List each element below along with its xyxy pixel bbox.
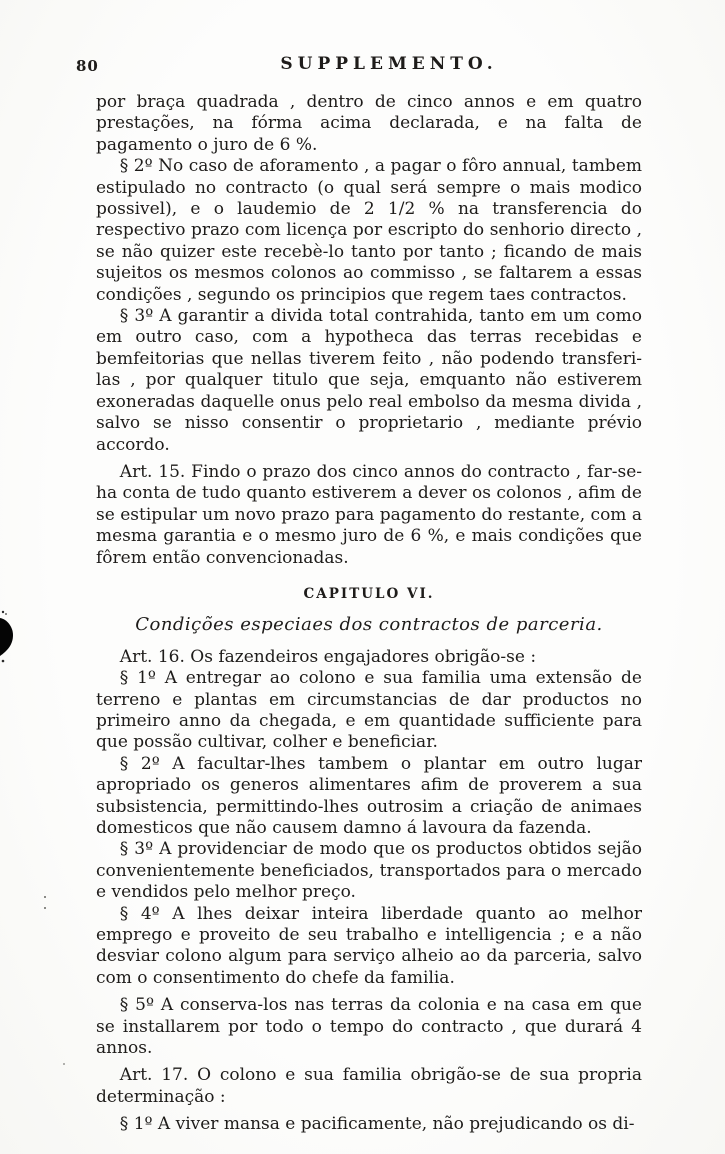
paragraph-continuation: por braça quadrada , dentro de cinco annos e em quatro prestações, na fórma acima declarada, e na falta de pagamento o juro de 6 %. [96,92,642,155]
ink-blot-artifact [0,608,20,668]
scan-noise-dot [63,1063,65,1065]
paragraph-art-16: Art. 16. Os fazendeiros engajadores obrigão-se : [119,646,537,667]
chapter-subtitle: Condições especiaes dos contractos de parceria. [135,614,603,636]
paragraph-section-2: § 2º No caso de aforamento , a pagar o fôro annual, tambem estipulado no contracto (o qual será sempre o mais modico possivel), e o laudemio de 2 1/2 % na transferencia do respectivo prazo com licença por escripto do senhorio directo , se não quizer este recebè-lo tanto por tanto ; ficando de mais sujeitos os mesmos colonos ao commisso , se faltarem a essas condições , segundo os principios que regem taes contractos. [96,156,642,305]
page-body [96,92,642,1136]
paragraph-section-5: § 5º A conserva-los nas terras da colonia e na casa em que se installarem por todo o tempo do contracto , que durará 4 annos. [96,995,642,1059]
paragraph-section-2b: § 2º A facultar-lhes tambem o plantar em outro lugar apropriado os generos alimentares afim de proverem a sua subsistencia, permittindo-lhes outrosim a criação de animaes domesticos que não causem damno á lavoura da fazenda. [96,753,642,838]
paragraph-art-17: Art. 17. O colono e sua familia obrigão-se de sua propria determinação : [96,1065,642,1107]
paragraph-art-15: Art. 15. Findo o prazo dos cinco annos do contracto , far-se-ha conta de tudo quanto estiverem a dever os colonos , afim de se estipular um novo prazo para pagamento do restante, com a mesma garantia e o mesmo juro de 6 %, e mais condições que fôrem então convencionadas. [96,461,642,568]
paragraph-section-3b: § 3º A providenciar de modo que os productos obtidos sejão convenientemente beneficiados, transportados para o mercado e vendidos pelo melhor preço. [96,839,642,903]
page-header [76,54,642,82]
scan-noise-colon [44,896,46,909]
paragraph-section-1b: § 1º A viver mansa e pacificamente, não prejudicando os di- [119,1114,635,1135]
paragraph-section-1: § 1º A entregar ao colono e sua familia uma extensão de terreno e plantas em circumstancias de dar productos no primeiro anno da chegada, e em quantidade sufficiente para que possão cultivar, colher e beneficiar. [96,668,642,753]
running-title: SUPPLEMENTO. [280,54,498,74]
chapter-heading: CAPITULO VI. [303,585,435,602]
paragraph-section-4: § 4º A lhes deixar inteira liberdade quanto ao melhor emprego e proveito de seu trabalho e intelligencia ; e a não desviar colono algum para serviço alheio ao da parceria, salvo com o consentimento do chefe da familia. [96,903,642,988]
page-number: 80 [76,57,99,75]
paragraph-section-3: § 3º A garantir a divida total contrahida, tanto em um como em outro caso, com a hypotheca das terras recebidas e bemfeitorias que nellas tiverem feito , não podendo transferi-las , por qualquer titulo que seja, emquanto não estiverem exoneradas daquelle onus pelo real embolso da mesma divida , salvo se nisso consentir o proprietario , mediante prévio accordo. [96,306,642,455]
